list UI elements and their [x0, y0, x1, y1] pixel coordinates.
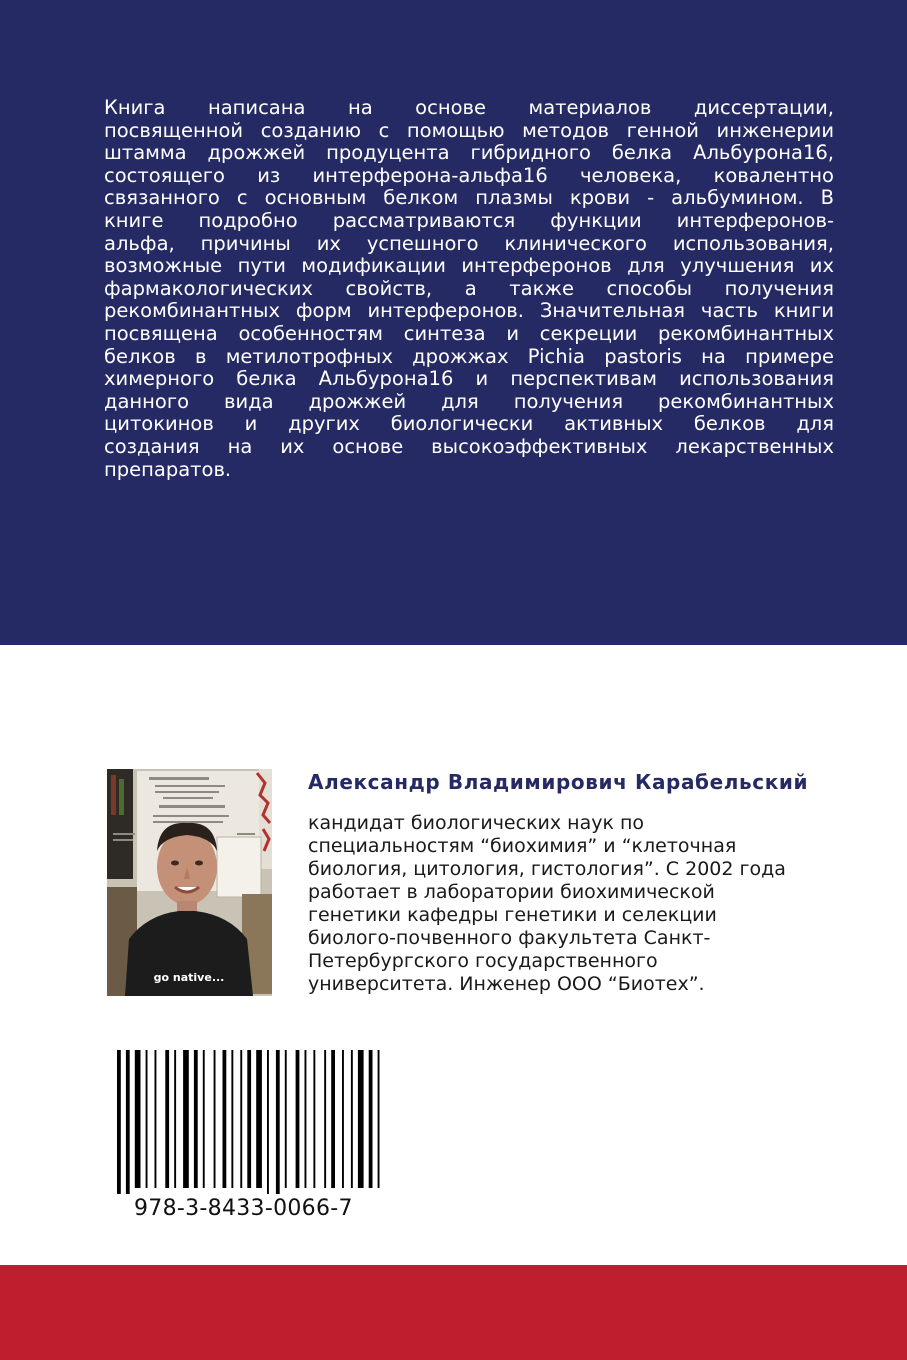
- shirt-print: go native...: [153, 971, 225, 984]
- description-line: книге подробно рассматриваются функции интерферонов-: [104, 208, 834, 232]
- description-line: посвящена особенностям синтеза и секреции рекомбинантных: [104, 321, 834, 345]
- description-line: возможные пути модификации интерферонов для улучшения их: [104, 254, 834, 278]
- barcode-bar: [296, 1050, 300, 1188]
- barcode-bar: [174, 1050, 176, 1188]
- barcode-bar: [117, 1050, 121, 1194]
- isbn-barcode: [103, 1036, 393, 1196]
- barcode-bar: [231, 1050, 233, 1188]
- description-line: химерного белка Альбурона16 и перспективам использования: [104, 367, 834, 391]
- barcode-bar: [223, 1050, 227, 1188]
- description-line: белков в метилотрофных дрожжах Pichia pastoris на примере: [104, 344, 834, 368]
- barcode-bar: [276, 1050, 280, 1194]
- barcode-bar: [342, 1050, 344, 1188]
- isbn-number: 978-3-8433-0066-7: [134, 1196, 353, 1221]
- bio-line: работает в лаборатории биохимической: [308, 881, 715, 903]
- barcode-bar: [240, 1050, 242, 1188]
- description-line: связанного с основным белком плазмы крови - альбумином. В: [104, 186, 834, 210]
- barcode-bar: [305, 1050, 307, 1188]
- bio-line: университета. Инженер ООО “Биотех”.: [308, 973, 705, 995]
- description-line: состоящего из интерферона-альфа16 человека, ковалентно: [104, 163, 834, 187]
- bio-line: биолого-почвенного факультета Санкт-: [308, 927, 711, 949]
- top-blue-band: [0, 0, 907, 645]
- barcode-bar: [155, 1050, 157, 1188]
- description-line: фармакологических свойств, а также способы получения: [104, 276, 834, 300]
- barcode-bar: [378, 1050, 380, 1188]
- description-line: рекомбинантных форм интерферонов. Значительная часть книги: [104, 299, 834, 323]
- barcode-bar: [135, 1050, 141, 1188]
- description-line: Книга написана на основе материалов диссертации,: [104, 96, 834, 119]
- barcode-bar: [247, 1050, 251, 1188]
- bio-line: Петербургского государственного: [308, 950, 658, 972]
- barcode-bar: [256, 1050, 262, 1188]
- barcode-bar: [214, 1050, 216, 1188]
- barcode-bar: [369, 1050, 373, 1188]
- author-photo: [107, 769, 272, 996]
- barcode-bar: [203, 1050, 205, 1188]
- description-line: создания на их основе высокоэффективных лекарственных: [104, 434, 834, 458]
- bio-line: генетики кафедры генетики и селекции: [308, 904, 717, 926]
- author-name: Александр Владимирович Карабельский: [308, 770, 809, 794]
- barcode-bar: [313, 1050, 315, 1188]
- bio-line: специальностям “биохимия” и “клеточная: [308, 835, 737, 857]
- barcode-bar: [285, 1050, 287, 1188]
- barcode-bar: [331, 1050, 335, 1188]
- barcode-bar: [126, 1050, 130, 1194]
- author-bio: [308, 812, 848, 996]
- barcode-bar: [351, 1050, 353, 1188]
- bottom-red-band: [0, 1265, 907, 1360]
- book-description: [104, 97, 834, 481]
- barcode-bar: [267, 1050, 269, 1194]
- description-line: альфа, причины их успешного клинического использования,: [104, 231, 834, 255]
- bio-line: кандидат биологических наук по: [308, 812, 645, 834]
- barcode-bar: [183, 1050, 189, 1188]
- barcode-bar: [194, 1050, 198, 1188]
- barcode-bar: [358, 1050, 364, 1188]
- bio-line: биология, цитология, гистология”. С 2002 года: [308, 858, 786, 880]
- barcode-bar: [146, 1050, 148, 1188]
- barcode-bar: [324, 1050, 326, 1188]
- description-line: посвященной созданию с помощью методов генной инженерии: [104, 118, 834, 142]
- description-line: цитокинов и других биологически активных белков для: [104, 412, 834, 436]
- description-line: штамма дрожжей продуцента гибридного белка Альбурона16,: [104, 141, 834, 165]
- description-line: препаратов.: [104, 457, 232, 481]
- barcode-bar: [165, 1050, 169, 1188]
- description-line: данного вида дрожжей для получения рекомбинантных: [104, 389, 834, 413]
